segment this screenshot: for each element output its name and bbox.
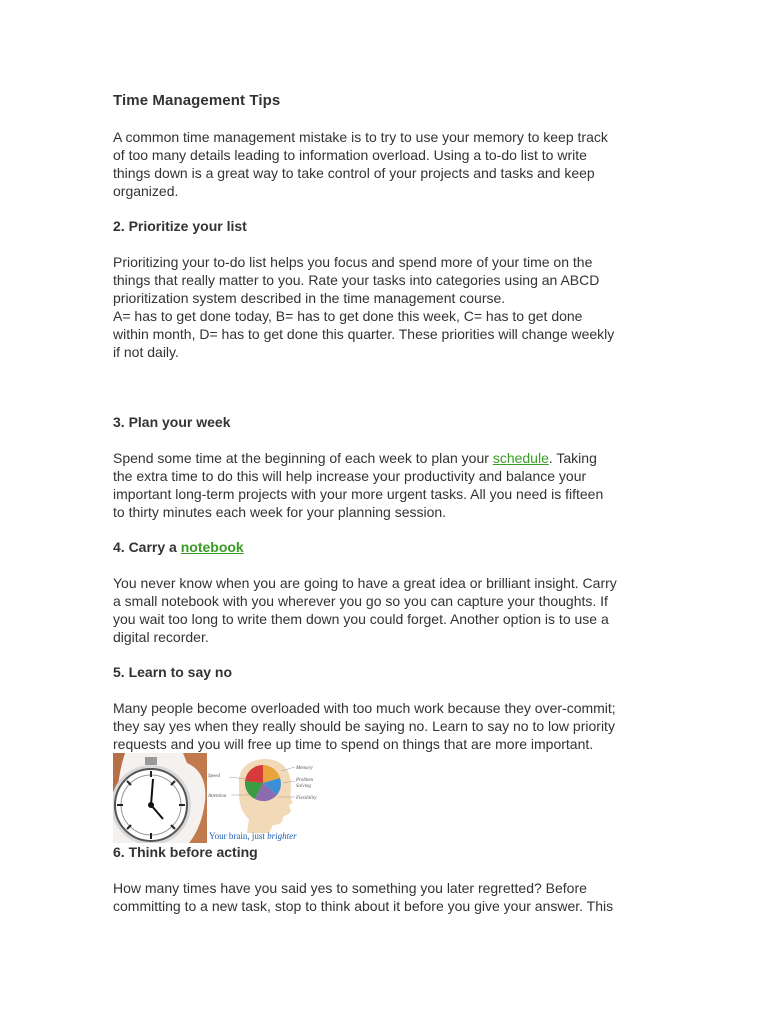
svg-text:Problem: Problem	[296, 778, 314, 783]
notebook-link[interactable]: notebook	[180, 539, 244, 555]
section-heading-say-no: 5. Learn to say no	[113, 664, 233, 680]
svg-text:Solving: Solving	[296, 784, 311, 789]
notebook-paragraph: You never know when you are going to have a great idea or brilliant insight. Carry a small notebook with you wherever you go so you can capture your thoughts. If you wait too long to write them down you could forget. Another option is to use a digital recorder.	[113, 575, 617, 645]
think-paragraph: How many times have you said yes to something you later regretted? Before committing to a new task, stop to think about it before you give your answer. This	[113, 880, 614, 914]
svg-text:Attention: Attention	[208, 794, 227, 799]
prioritize-paragraph: Prioritizing your to-do list helps you focus and spend more of your time on the things that really matter to you. Rate your tasks into categories using an ABCD prioritization system described in the time management course. A= has to get done today, B= has to get done this week, C= has to get done within month, D= has to get done this quarter. These priorities will change weekly if not daily.	[113, 254, 615, 360]
brain-head-icon	[207, 753, 319, 843]
schedule-link[interactable]: schedule	[492, 450, 549, 466]
svg-text:Memory: Memory	[296, 766, 313, 771]
brain-chart-image	[207, 753, 319, 843]
section-heading-notebook: 4. Carry a notebook	[113, 539, 244, 555]
section-heading-plan-week: 3. Plan your week	[113, 414, 231, 430]
plan-week-paragraph: Spend some time at the beginning of each week to plan your schedule. Taking the extra time to do this will help increase your productivity and balance your important long-term projects with your more urgent tasks. All you need is fifteen to thirty minutes each week for your planning session.	[113, 450, 604, 520]
svg-text:Speed: Speed	[208, 774, 220, 779]
svg-text:Flexibility: Flexibility	[296, 796, 317, 801]
intro-paragraph: A common time management mistake is to try to use your memory to keep track of too many details leading to information overload. Using a to-do list to write things down is a great way to take control of your projects and tasks and keep organized.	[113, 129, 608, 199]
stopwatch-icon	[113, 753, 207, 843]
section-heading-think: 6. Think before acting	[113, 844, 258, 860]
page-title: Time Management Tips	[113, 92, 281, 109]
brain-caption: Your brain, just brighter	[209, 831, 297, 841]
inline-images	[113, 753, 658, 843]
say-no-paragraph: Many people become overloaded with too much work because they over-commit; they say yes when they really should be saying no. Learn to say no to low priority requests and you will free up time to spend on things that are more important.	[113, 700, 616, 752]
document-page	[113, 92, 658, 915]
section-heading-prioritize: 2. Prioritize your list	[113, 218, 247, 234]
stopwatch-image	[113, 753, 207, 843]
